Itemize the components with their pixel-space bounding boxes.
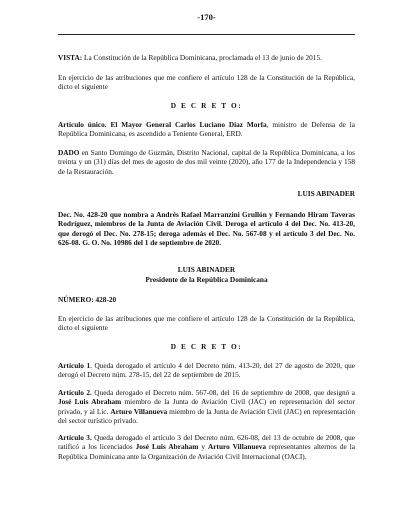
header-rule <box>58 34 355 35</box>
articulo-3-name-1: José Luis Abraham <box>135 442 199 452</box>
articulo-unico-lead: Artículo único. El Mayor General Carlos Luciano Díaz Morfa <box>58 120 267 129</box>
articulo-2-text-2: miembro de la Junta de Aviación Civil (JAC) en representación del sector privado, y al Lic. <box>58 397 355 416</box>
articulo-3-name-2: Arturo Villanueva <box>208 442 267 452</box>
articulo-1-text: . Queda derogado el artículo 4 del Decreto núm. 413-20, del 27 de agosto de 2020, que derogó el Decreto núm. 278-15, del 22 de septiembre de 2015. <box>58 361 355 380</box>
articulo-3-text-3: representantes alternos de la República Dominicana ante la Organización de Aviación Civil Internacional (OACI). <box>58 442 355 461</box>
page-number: -170- <box>197 12 216 22</box>
dado-lead: DADO <box>58 148 80 157</box>
articulo-3-text-1: Queda derogado el artículo 3 del Decreto núm. 626-08, del 13 de octubre de 2008, que ratificó a los licenciados <box>58 433 355 452</box>
decreto-heading-2: D E C R E T O: <box>170 342 243 351</box>
signature-luis-abinader: LUIS ABINADER <box>297 189 355 198</box>
ejercicio-paragraph: En ejercicio de las atribuciones que me confiere el artículo 128 de la Constitución de la República, dicto el siguiente <box>58 73 355 92</box>
decree-number: NÚMERO: 428-20 <box>58 295 117 304</box>
articulo-3-lead: Artículo 3. <box>58 433 92 442</box>
articulo-2-text-3: miembro de la Junta de Aviación Civil (JAC) en representación del sector turístico privado. <box>58 406 356 425</box>
ejercicio-paragraph-2: En ejercicio de las atribuciones que me confiere el artículo 128 de la Constitución de la República, dicto el siguiente <box>58 314 355 333</box>
dado-paragraph <box>58 148 355 176</box>
articulo-2-text-1: Queda derogado el Decreto núm. 567-08, del 16 de septiembre de 2008, que designó a <box>91 388 355 397</box>
articulo-2-name-2: Arturo Villanueva <box>110 406 168 416</box>
vista-lead: VISTA: <box>58 53 83 62</box>
dado-text: en Santo Domingo de Guzmán, Distrito Nacional, capital de la República Dominicana, a los treinta y un (31) días del mes de agosto de dos mil veinte (2020), año 177 de la Independencia y 158 de la Restauración. <box>58 148 355 176</box>
articulo-3-text-2: y <box>198 442 209 452</box>
articulo-1-lead: Artículo 1 <box>58 361 91 370</box>
articulo-3-paragraph <box>58 433 355 461</box>
vista-text: La Constitución de la República Dominicana, proclamada el 13 de junio de 2015. <box>82 53 322 62</box>
articulo-2-lead: Artículo 2. <box>58 388 92 397</box>
vista-paragraph <box>58 53 355 62</box>
decree-summary: Dec. No. 428-20 que nombra a Andrés Rafael Marranzini Grullón y Fernando Hiram Taveras Rodríguez, miembros de la Junta de Aviación Civil. Deroga el artículo 4 del Dec. No. 413-20, que derogó el Dec. No. 278-15; deroga además el Dec. No. 567-08 y el artículo 3 del Dec. No. 626-08. G. O. No. 10986 del 1 de septiembre de 2020. <box>58 210 355 247</box>
decreto-heading: D E C R E T O: <box>170 101 243 110</box>
articulo-2-paragraph <box>58 388 355 425</box>
articulo-2-name-1: José Luis Abraham <box>58 397 122 407</box>
articulo-unico-text: , ministro de Defensa de la República Dominicana, es ascendido a Teniente General, ERD. <box>58 120 355 139</box>
articulo-1-paragraph <box>58 361 355 380</box>
president-name: LUIS ABINADER <box>177 265 236 274</box>
articulo-unico-paragraph <box>58 120 355 139</box>
president-title: Presidente de la República Dominicana <box>145 275 268 284</box>
